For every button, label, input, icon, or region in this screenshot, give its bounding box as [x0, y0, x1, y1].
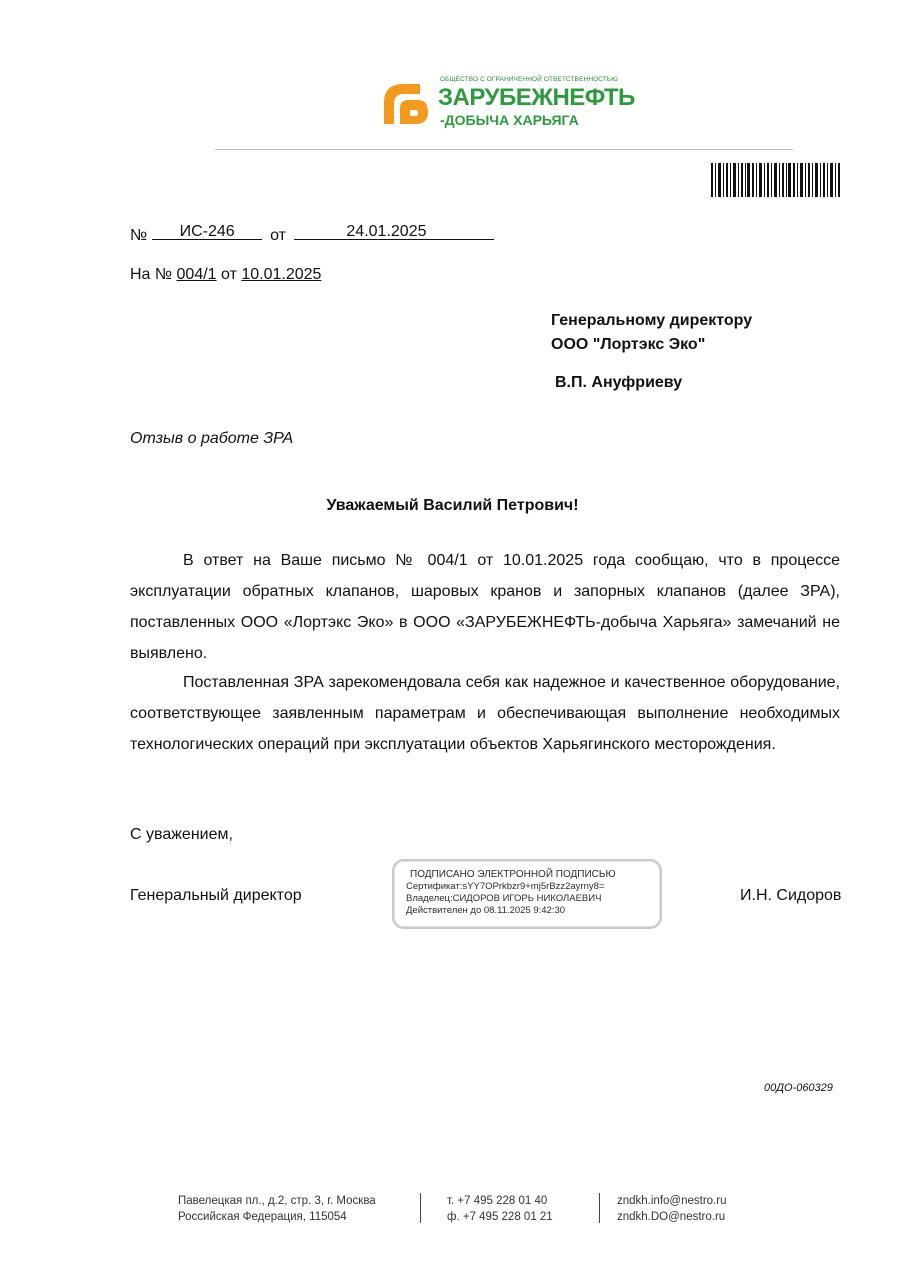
- logo-emblem-icon: [380, 80, 432, 128]
- footer-separator: [420, 1193, 421, 1223]
- addressee-name: В.П. Ануфриеву: [555, 374, 683, 391]
- reply-label: На №: [130, 266, 173, 283]
- addressee-block: [551, 309, 752, 357]
- signer-position: Генеральный директор: [130, 887, 302, 904]
- stamp-owner: Владелец:СИДОРОВ ИГОРЬ НИКОЛАЕВИЧ: [406, 893, 602, 904]
- number-label: №: [130, 227, 148, 244]
- footer-address-line1: Павелецкая пл., д.2, стр. 3, г. Москва: [178, 1195, 376, 1207]
- company-logo: [380, 76, 640, 132]
- letter-subject: Отзыв о работе ЗРА: [130, 430, 294, 447]
- document-code: 00ДО-060329: [764, 1082, 833, 1094]
- date-field: [294, 223, 494, 240]
- electronic-signature-stamp: [392, 859, 662, 929]
- logo-small-text: ОБЩЕСТВО С ОГРАНИЧЕННОЙ ОТВЕТСТВЕННОСТЬЮ: [440, 76, 618, 83]
- signer-name: И.Н. Сидоров: [740, 887, 842, 904]
- stamp-certificate: Сертификат:sYY7OPrkbzr9+mj5rBzz2ayrny8=: [406, 881, 605, 892]
- header-divider: [215, 149, 793, 150]
- stamp-validity: Действителен до 08.11.2025 9:42:30: [406, 905, 566, 916]
- reply-reference-line: [130, 266, 321, 284]
- paragraph-1-text: В ответ на Ваше письмо № 004/1 от 10.01.2025 года сообщаю, что в процессе эксплуатации обратных клапанов, шаровых кранов и запорных клапанов (далее ЗРА), поставленных ООО «Лортэкс Эко» в ООО «ЗАРУБЕЖНЕФТЬ-добыча Харьяга» замечаний не выявлено.: [130, 552, 840, 662]
- addressee-position: Генеральному директору: [551, 312, 753, 329]
- closing-regards: С уважением,: [130, 826, 233, 843]
- outgoing-number-line: [130, 223, 494, 245]
- paragraph-2-text: Поставленная ЗРА зарекомендовала себя как надежное и качественное оборудование, соответствующее заявленным параметрам и обеспечивающая выполнение необходимых технологических операций при эксплуатации объектов Харьягинского месторождения.: [130, 674, 840, 753]
- reply-date: 10.01.2025: [241, 266, 322, 283]
- reply-date-label: от: [221, 266, 237, 283]
- letter-greeting: Уважаемый Василий Петрович!: [326, 497, 579, 514]
- footer-phone: т. +7 495 228 01 40: [447, 1195, 548, 1207]
- footer-email-1[interactable]: zndkh.info@nestro.ru: [617, 1195, 727, 1207]
- reply-number: 004/1: [176, 266, 217, 283]
- logo-sub-text: -ДОБЫЧА ХАРЬЯГА: [440, 112, 579, 128]
- footer-phones: [447, 1193, 553, 1225]
- footer-address: [178, 1193, 376, 1225]
- barcode-icon: [711, 163, 840, 197]
- date-value: 24.01.2025: [346, 223, 427, 240]
- footer-emails: [617, 1193, 726, 1225]
- footer-address-line2: Российская Федерация, 115054: [178, 1211, 347, 1223]
- footer-email-2[interactable]: zndkh.DO@nestro.ru: [617, 1211, 726, 1223]
- stamp-title: ПОДПИСАНО ЭЛЕКТРОННОЙ ПОДПИСЬЮ: [410, 869, 616, 880]
- date-label: от: [270, 227, 286, 244]
- addressee-company: ООО "Лортэкс Эко": [551, 336, 706, 353]
- number-field: [152, 223, 262, 240]
- footer-fax: ф. +7 495 228 01 21: [447, 1211, 553, 1223]
- number-value: ИС-246: [179, 223, 235, 240]
- logo-main-text: ЗАРУБЕЖНЕФТЬ: [438, 84, 635, 111]
- body-paragraph-1: [130, 545, 840, 669]
- footer-separator: [599, 1193, 600, 1223]
- body-paragraph-2: [130, 667, 840, 760]
